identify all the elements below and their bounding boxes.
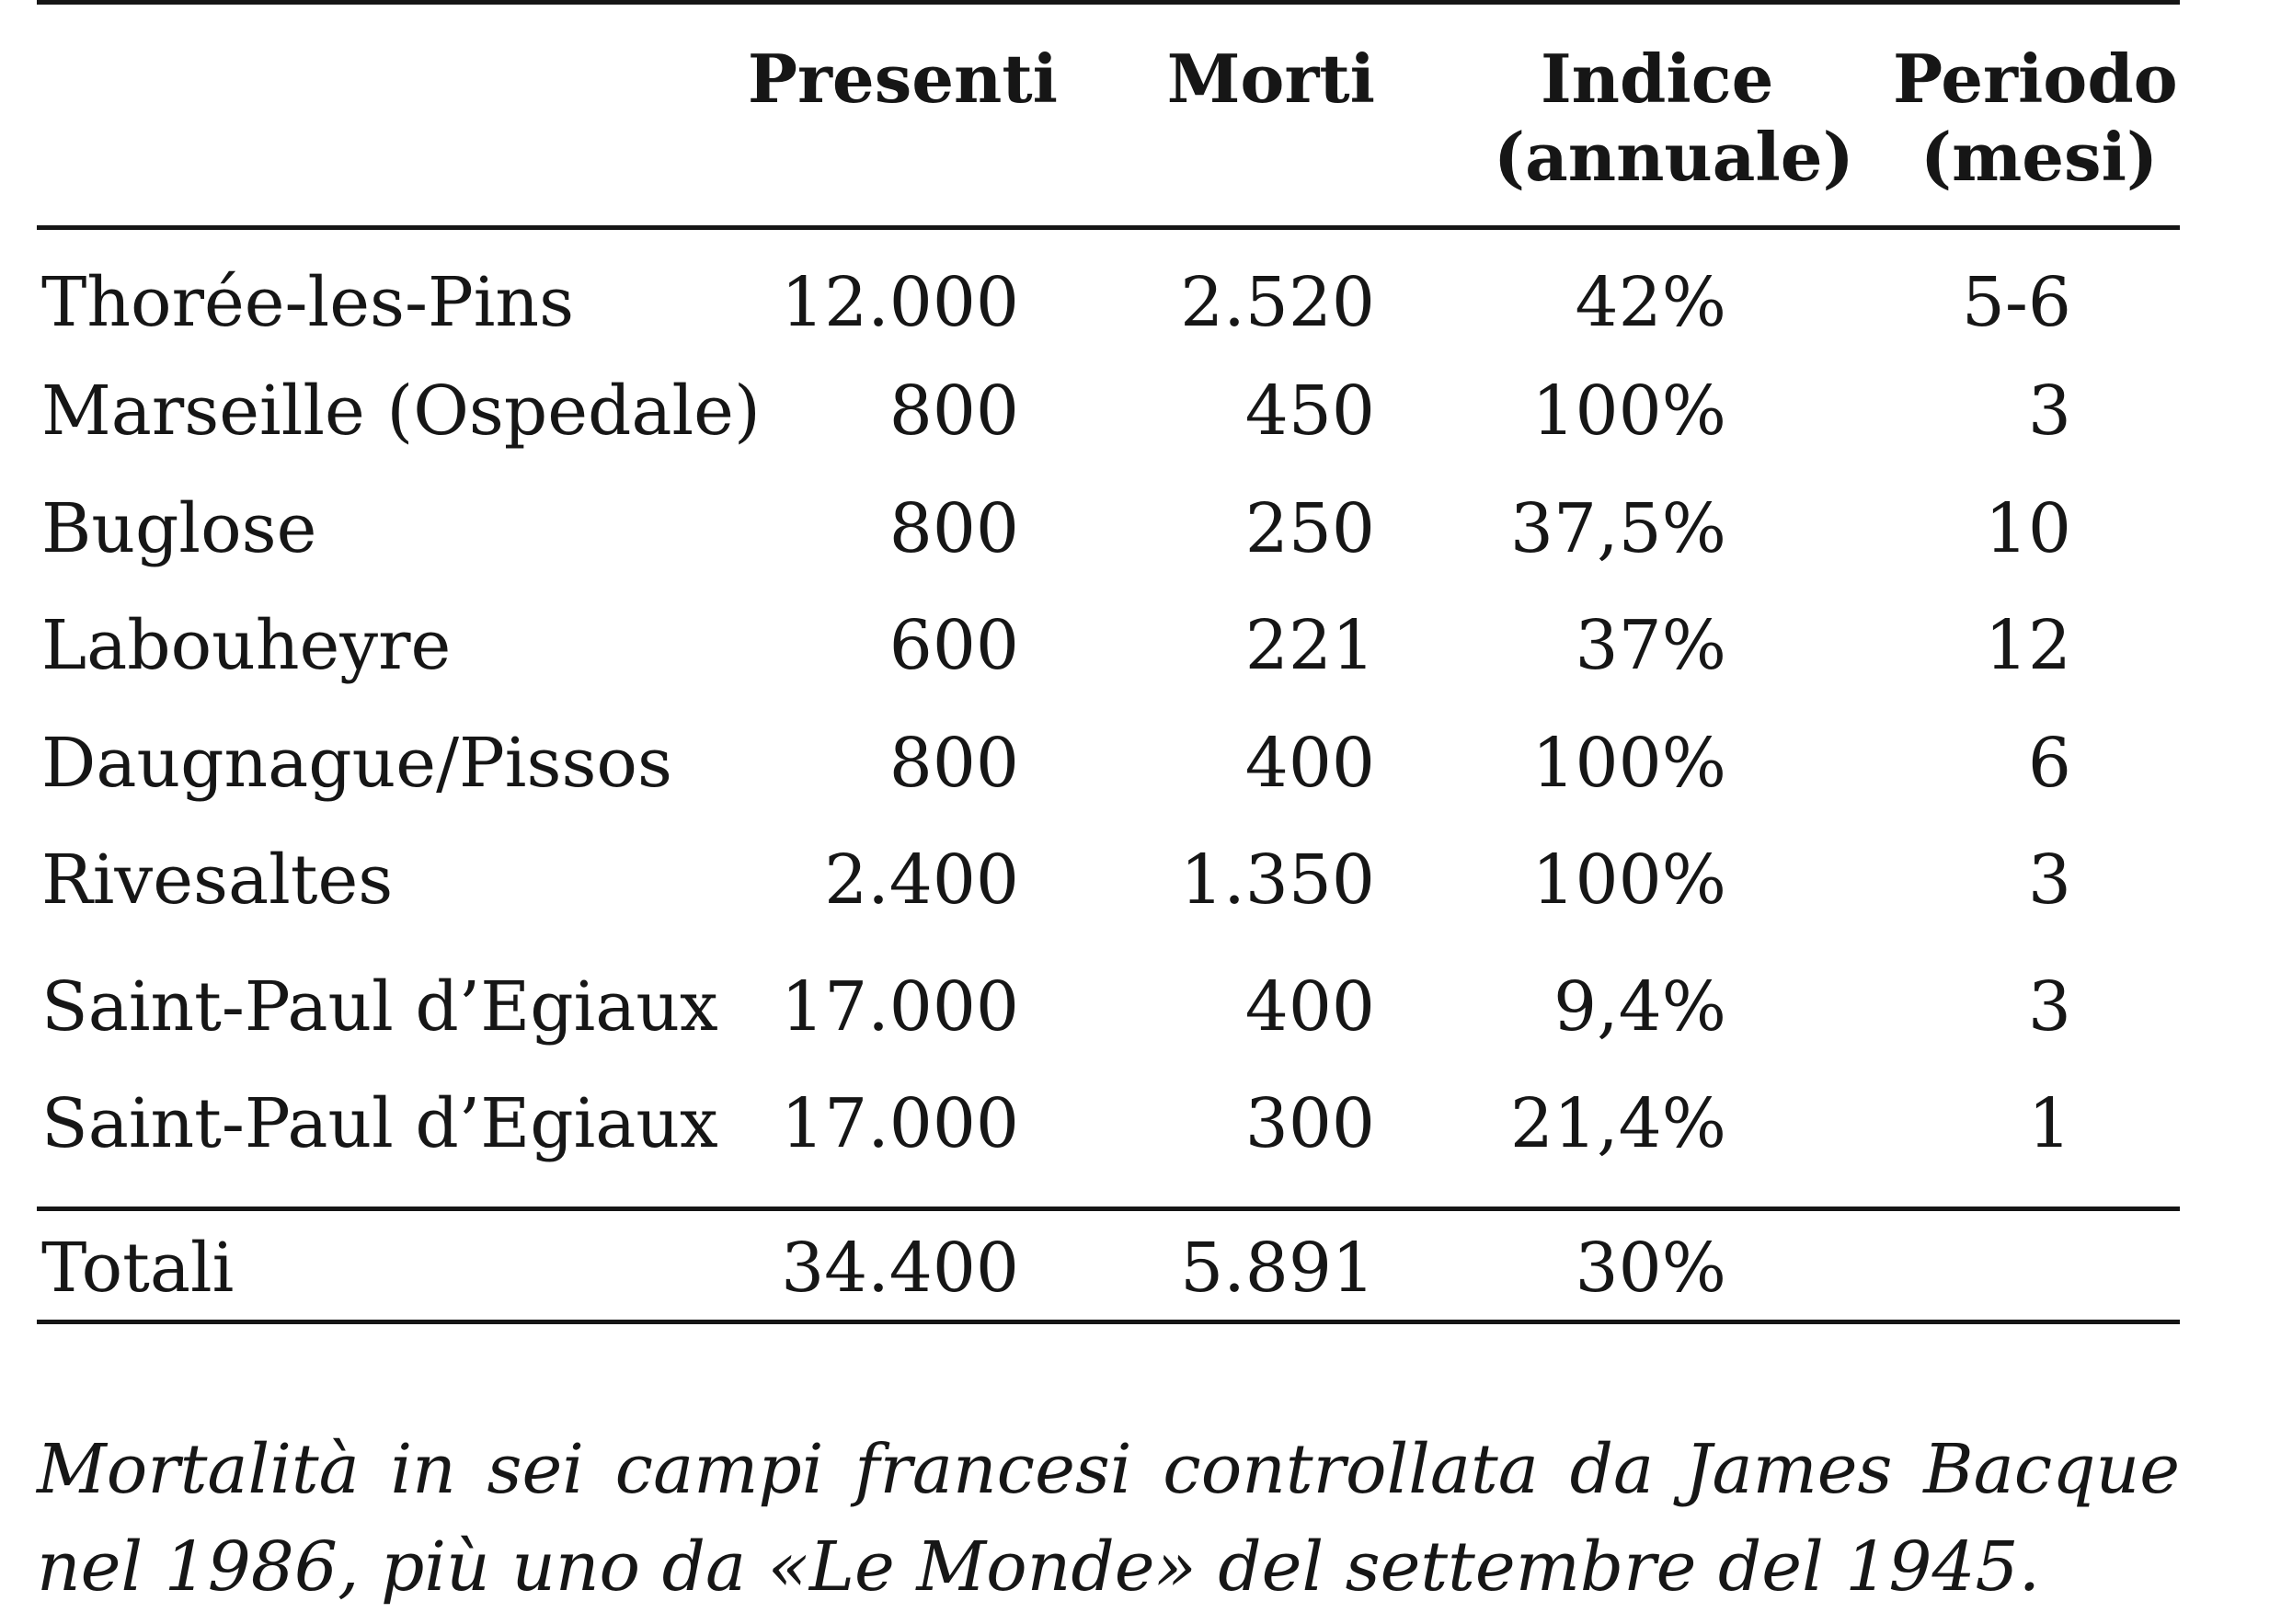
morti-cell: 400	[1244, 967, 1375, 1046]
header-presenti: Presenti	[747, 40, 1058, 118]
totals-rule	[37, 1207, 2180, 1211]
campo-cell: Saint-Paul d’Egiaux	[41, 967, 718, 1046]
table-caption: Mortalità in sei campi francesi controllata da James Bacque nel 1986, più uno da «Le Monde» del settembre del 1945.	[37, 1430, 2180, 1607]
periodo-cell: 6	[2027, 724, 2071, 803]
indice-cell: 37,5%	[1509, 489, 1726, 568]
morti-cell: 300	[1244, 1084, 1375, 1163]
header-rule	[37, 225, 2180, 230]
morti-cell: 2.520	[1180, 263, 1375, 342]
presenti-cell: 2.400	[824, 841, 1019, 920]
totals-indice: 30%	[1575, 1229, 1726, 1308]
presenti-cell: 800	[888, 372, 1019, 451]
indice-cell: 37%	[1575, 606, 1726, 685]
campo-cell: Rivesaltes	[41, 841, 394, 920]
header-periodo-sub: (mesi)	[1920, 118, 2159, 196]
presenti-cell: 17.000	[781, 1084, 1019, 1163]
header-indice: Indice	[1541, 40, 1774, 118]
morti-cell: 1.350	[1180, 841, 1375, 920]
periodo-cell: 1	[2027, 1084, 2071, 1163]
campo-cell: Saint-Paul d’Egiaux	[41, 1084, 718, 1163]
presenti-cell: 800	[888, 724, 1019, 803]
indice-cell: 100%	[1531, 372, 1726, 451]
indice-cell: 42%	[1575, 263, 1726, 342]
presenti-cell: 17.000	[781, 967, 1019, 1046]
periodo-cell: 10	[1984, 489, 2071, 568]
totals-morti: 5.891	[1180, 1229, 1375, 1308]
indice-cell: 9,4%	[1553, 967, 1726, 1046]
campo-cell: Labouheyre	[41, 606, 452, 685]
totals-presenti: 34.400	[781, 1229, 1019, 1308]
header-periodo: Periodo	[1893, 40, 2178, 118]
header-morti: Morti	[1166, 40, 1375, 118]
presenti-cell: 12.000	[781, 263, 1019, 342]
campo-cell: Thorée-les-Pins	[41, 263, 575, 342]
periodo-cell: 3	[2027, 967, 2071, 1046]
indice-cell: 100%	[1531, 724, 1726, 803]
totals-label: Totali	[41, 1229, 235, 1308]
periodo-cell: 5-6	[1961, 263, 2071, 342]
morti-cell: 400	[1244, 724, 1375, 803]
campo-cell: Buglose	[41, 489, 317, 568]
morti-cell: 450	[1244, 372, 1375, 451]
campo-cell: Daugnague/Pissos	[41, 724, 672, 803]
morti-cell: 250	[1244, 489, 1375, 568]
periodo-cell: 12	[1984, 606, 2071, 685]
table-top-rule	[37, 0, 2180, 5]
indice-cell: 100%	[1531, 841, 1726, 920]
periodo-cell: 3	[2027, 841, 2071, 920]
indice-cell: 21,4%	[1509, 1084, 1726, 1163]
morti-cell: 221	[1244, 606, 1375, 685]
header-indice-sub: (annuale)	[1494, 118, 1854, 196]
campo-cell: Marseille (Ospedale)	[41, 372, 761, 451]
periodo-cell: 3	[2027, 372, 2071, 451]
table-bottom-rule	[37, 1320, 2180, 1324]
presenti-cell: 800	[888, 489, 1019, 568]
presenti-cell: 600	[888, 606, 1019, 685]
